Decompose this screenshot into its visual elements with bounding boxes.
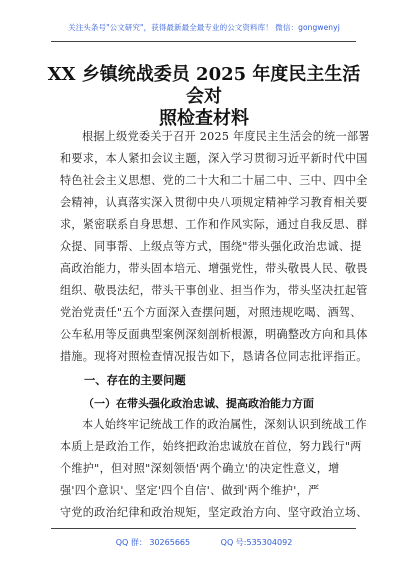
header-banner: 关注头条号"公文研究"，获得最新最全最专业的公文资料库！ 微信：gongwenyj (68, 23, 340, 32)
paragraph-line: 特色社会主义思想、党的二十大和二十届二中、三中、四中全 (60, 174, 368, 187)
paragraph-line: 求，紧密联系自身思想、工作和作风实际，通过自我反思、群 (60, 218, 368, 231)
paragraph-line: 公车私用等反面典型案例深刻剖析根源，明确整改方向和具体 (60, 328, 368, 341)
paragraph-line: 众提、同事帮、上级点等方式，围绕"带头强化政治忠诚、提 (60, 240, 362, 253)
paragraph-line: 组织、敬畏法纪，带头干事创业、担当作为，带头坚决扛起管 (60, 284, 368, 297)
header-divider (51, 41, 356, 42)
title-line-1: XX 乡镇统战委员 2025 年度民主生活会对 (47, 64, 361, 107)
document-title (40, 64, 368, 130)
paragraph-line: 和要求，本人紧扣会议主题，深入学习贯彻习近平新时代中国 (60, 152, 368, 165)
title-line-2: 照检查材料 (159, 108, 249, 129)
paragraph-line: 个维护"，但对照"深刻领悟'两个确立'的决定性意义，增 (60, 462, 340, 475)
footer (0, 537, 408, 548)
paragraph-line: 措施。现将对照检查情况报告如下，恳请各位同志批评指正。 (60, 350, 368, 363)
subsection-heading: （一）在带头强化政治忠诚、提高政治能力方面 (83, 397, 314, 410)
paragraph-line: 守党的政治纪律和政治规矩，坚定政治方向、坚守政治立场、 (60, 506, 368, 519)
paragraph-line: 强'四个意识'、坚定'四个自信'、做到'两个维护'，严 (60, 484, 320, 497)
paragraph-line: 高政治能力，带头固本培元、增强党性，带头敬畏人民、敬畏 (60, 262, 368, 275)
footer-qq-number: QQ 号:535304092 (220, 538, 293, 547)
paragraph-line: 会精神，认真落实深入贯彻中央八项规定精神学习教育相关要 (60, 196, 368, 209)
paragraph-line: 党治党责任"五个方面深入查摆问题，对照违规吃喝、酒驾、 (60, 306, 362, 319)
paragraph-line: 本人始终牢记统战工作的政治属性，深刻认识到统战工作 (82, 418, 367, 431)
paragraph-line: 本质上是政治工作，始终把政治忠诚放在首位，努力践行"两 (60, 440, 362, 453)
paragraph-line: 根据上级党委关于召开 2025 年度民主生活会的统一部署 (82, 130, 370, 143)
section-heading: 一、存在的主要问题 (84, 373, 186, 387)
footer-qq-group: QQ 群： 30265665 (115, 538, 191, 547)
footer-divider (51, 528, 356, 529)
